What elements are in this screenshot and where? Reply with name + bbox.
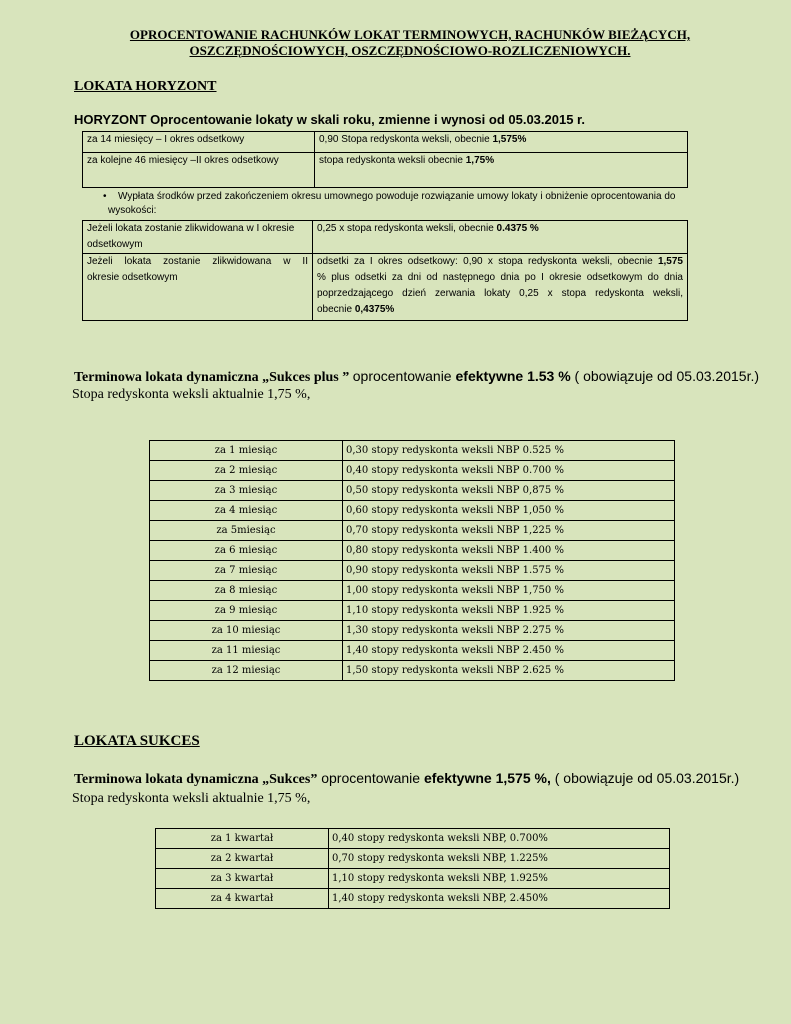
table-row xyxy=(150,541,675,561)
note-line1: Wypłata środków przed zakończeniem okresu umownego powoduje rozwiązanie umowy lokaty i obniżenie oprocentowania do xyxy=(118,191,676,202)
rate-cell: 0,90 Stopa redyskonta weksli, obecnie 1,575% xyxy=(315,132,688,153)
period-cell: za 9 miesiąc xyxy=(150,601,343,621)
period-cell: za 11 miesiąc xyxy=(150,641,343,661)
period-cell: za 3 miesiąc xyxy=(150,481,343,501)
rate-label: oprocentowanie xyxy=(352,368,456,384)
table-row xyxy=(150,461,675,481)
document-title xyxy=(100,27,720,59)
rate-cell: 1,50 stopy redyskonta weksli NBP 2.625 % xyxy=(343,661,675,681)
rate-cell: 1,10 stopy redyskonta weksli NBP 1.925 % xyxy=(343,601,675,621)
effective-rate: efektywne 1.53 % xyxy=(455,368,571,384)
rate-cell: 0,40 stopy redyskonta weksli NBP 0.700 % xyxy=(343,461,675,481)
table-row xyxy=(150,661,675,681)
table-row xyxy=(156,869,670,889)
table-row xyxy=(156,829,670,849)
table-row xyxy=(156,889,670,909)
section-title-sukces: LOKATA SUKCES xyxy=(74,733,200,749)
table-row xyxy=(83,153,688,188)
rate-cell: 0,25 x stopa redyskonta weksli, obecnie 0.4375 % xyxy=(313,221,688,254)
table-row xyxy=(150,581,675,601)
section-title-horyzont: LOKATA HORYZONT xyxy=(74,79,217,94)
period-cell: za 6 miesiąc xyxy=(150,541,343,561)
period-cell: za 12 miesiąc xyxy=(150,661,343,681)
period-cell: za kolejne 46 miesięcy –II okres odsetkowy xyxy=(83,153,315,188)
rate-cell: 0,70 stopy redyskonta weksli NBP 1,225 % xyxy=(343,521,675,541)
period-cell: za 8 miesiąc xyxy=(150,581,343,601)
rate-cell: 1,00 stopy redyskonta weksli NBP 1,750 % xyxy=(343,581,675,601)
period-cell: za 5miesiąc xyxy=(150,521,343,541)
sukces-redyskonto: Stopa redyskonta weksli aktualnie 1,75 %, xyxy=(72,791,311,806)
rate-cell: 0,60 stopy redyskonta weksli NBP 1,050 % xyxy=(343,501,675,521)
horyzont-rate-table xyxy=(82,131,688,188)
table-row xyxy=(83,221,688,254)
rate-cell: 0,30 stopy redyskonta weksli NBP 0.525 % xyxy=(343,441,675,461)
bullet-icon: • xyxy=(103,191,107,202)
horyzont-subtitle: HORYZONT Oprocentowanie lokaty w skali roku, zmienne i wynosi od 05.03.2015 r. xyxy=(74,112,586,127)
rate-cell: 0,40 stopy redyskonta weksli NBP, 0.700% xyxy=(329,829,670,849)
period-cell: za 14 miesięcy – I okres odsetkowy xyxy=(83,132,315,153)
rate-cell: stopa redyskonta weksli obecnie 1,75% xyxy=(315,153,688,188)
condition-cell: Jeżeli lokata zostanie zlikwidowana w I okresie odsetkowym xyxy=(83,221,313,254)
sukces-heading xyxy=(74,770,739,788)
table-row xyxy=(83,254,688,321)
sukces-name: Terminowa lokata dynamiczna „Sukces” xyxy=(74,772,318,787)
table-row xyxy=(150,481,675,501)
table-row xyxy=(150,501,675,521)
period-cell: za 4 miesiąc xyxy=(150,501,343,521)
table-row xyxy=(150,601,675,621)
rate-cell: 0,90 stopy redyskonta weksli NBP 1.575 % xyxy=(343,561,675,581)
note-line2: wysokości: xyxy=(108,205,157,216)
sukces-plus-table xyxy=(149,440,675,681)
rate-label: oprocentowanie xyxy=(317,770,424,786)
rate-cell: 1,40 stopy redyskonta weksli NBP, 2.450% xyxy=(329,889,670,909)
document-title-line1: OPROCENTOWANIE RACHUNKÓW LOKAT TERMINOWYCH, RACHUNKÓW BIEŻĄCYCH, xyxy=(129,27,691,42)
rate-cell: 1,40 stopy redyskonta weksli NBP 2.450 % xyxy=(343,641,675,661)
sukces-plus-heading xyxy=(74,368,759,386)
period-cell: za 4 kwartał xyxy=(156,889,329,909)
period-cell: za 1 miesiąc xyxy=(150,441,343,461)
sukces-plus-redyskonto: Stopa redyskonta weksli aktualnie 1,75 %, xyxy=(72,387,311,402)
period-cell: za 10 miesiąc xyxy=(150,621,343,641)
early-withdrawal-note xyxy=(82,190,722,218)
period-cell: za 2 kwartał xyxy=(156,849,329,869)
valid-from: ( obowiązuje od 05.03.2015r.) xyxy=(550,770,740,786)
sukces-table xyxy=(155,828,670,909)
rate-cell: 0,70 stopy redyskonta weksli NBP, 1.225% xyxy=(329,849,670,869)
table-row xyxy=(156,849,670,869)
period-cell: za 7 miesiąc xyxy=(150,561,343,581)
rate-cell: 0,50 stopy redyskonta weksli NBP 0,875 % xyxy=(343,481,675,501)
rate-cell: 1,10 stopy redyskonta weksli NBP, 1.925% xyxy=(329,869,670,889)
rate-cell: 0,80 stopy redyskonta weksli NBP 1.400 % xyxy=(343,541,675,561)
period-cell: za 3 kwartał xyxy=(156,869,329,889)
table-row xyxy=(150,641,675,661)
rate-cell: 1,30 stopy redyskonta weksli NBP 2.275 % xyxy=(343,621,675,641)
table-row xyxy=(83,132,688,153)
valid-from: ( obowiązuje od 05.03.2015r.) xyxy=(570,368,760,384)
sukces-plus-name: Terminowa lokata dynamiczna „Sukces plus ” xyxy=(74,370,350,385)
table-row xyxy=(150,521,675,541)
period-cell: za 1 kwartał xyxy=(156,829,329,849)
table-row xyxy=(150,441,675,461)
condition-cell: Jeżeli lokata zostanie zlikwidowana w II okresie odsetkowym xyxy=(83,254,313,321)
table-row xyxy=(150,621,675,641)
document-title-line2: OSZCZĘDNOŚCIOWYCH, OSZCZĘDNOŚCIOWO-ROZLICZENIOWYCH. xyxy=(189,43,631,58)
period-cell: za 2 miesiąc xyxy=(150,461,343,481)
effective-rate: efektywne 1,575 %, xyxy=(423,770,551,786)
table-row xyxy=(150,561,675,581)
early-withdrawal-table xyxy=(82,220,688,321)
rate-cell: odsetki za I okres odsetkowy: 0,90 x stopa redyskonta weksli, obecnie 1,575 % plus odsetki za dni od następnego dnia po I okresie odsetkowym do dnia poprzedzającego dzień zerwania lokaty 0,25 x stopa redyskonta weksli, obecnie 0,4375% xyxy=(313,254,688,321)
